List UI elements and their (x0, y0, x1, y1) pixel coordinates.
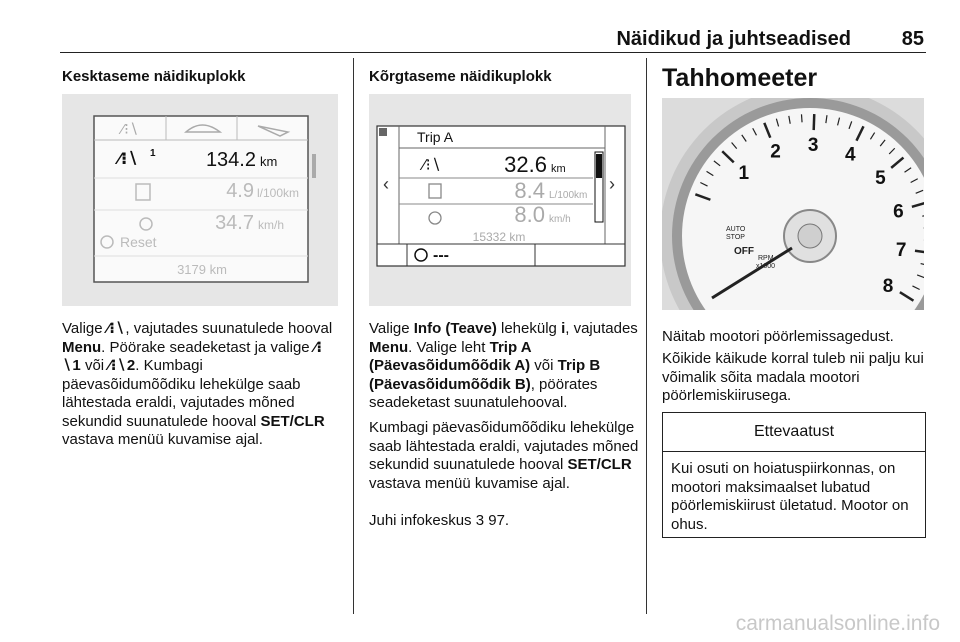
col3-paragraph-2: Kõikide käikude korral tuleb nii palju kui võimalik sõita madala mootori pöörlemiskiirusega. (662, 350, 924, 404)
auto-stop-label-2: STOP (726, 234, 745, 241)
fig2-consumption: 8.4 (514, 178, 545, 203)
rpm-label: RPM (758, 255, 774, 262)
col3-heading: Tahhomeeter (662, 64, 818, 92)
fig2-tab-title: Trip A (417, 129, 454, 145)
col2-heading: Kõrgtaseme näidikuplokk (369, 68, 552, 85)
page-header (60, 20, 926, 53)
tacho-major-tick (814, 114, 815, 130)
fig2-speed: 8.0 (514, 202, 545, 227)
fig1-distance-unit: km (260, 154, 278, 169)
tacho-label: 4 (845, 144, 856, 166)
fig1-speed: 34.7 (215, 212, 254, 234)
tacho-label: 2 (770, 141, 781, 163)
uplevel-cluster-figure (369, 94, 631, 306)
auto-stop-label-1: AUTO (726, 226, 746, 233)
fig1-reset-label: Reset (120, 234, 157, 250)
rpm-multiplier-label: x1000 (756, 263, 776, 270)
col2-paragraph-2: Kumbagi päevasõidumõõdiku lehekülge saab lähtestada eraldi, vajutades mõned sekundid suunatulede hooval SET/CLR vastava menüü kuvamise ajal. (369, 419, 639, 492)
page-number: 85 (901, 28, 924, 50)
off-label: OFF (734, 246, 754, 257)
fig2-trip-icon: ⁄⁝∖ (423, 157, 441, 174)
tacho-minor-tick (801, 114, 802, 122)
fig1-distance: 134.2 (205, 149, 256, 171)
fig1-odometer: 3179 km (177, 262, 227, 277)
caution-text: Kui osuti on hoiatuspiirkonnas, on mootori maksimaalset lubatud pöörlemiskiirust ületatud. Mootor on ohus. (671, 460, 909, 533)
fig2-distance-unit: km (551, 163, 566, 175)
column-divider-1 (353, 58, 354, 614)
trip-sub: 1 (150, 148, 156, 159)
midlevel-cluster-figure (62, 94, 338, 306)
col3-paragraph-1: Näitab mootori pöörlemissagedust. (662, 328, 894, 345)
fig2-speed-unit: km/h (549, 214, 571, 225)
fig1-speed-unit: km/h (258, 218, 285, 232)
fig2-distance: 32.6 (504, 152, 547, 177)
tachometer-figure (662, 98, 924, 310)
trip-icon: ⁄⁝∖ (118, 149, 140, 168)
fig2-odometer: 15332 km (472, 230, 526, 244)
left-arrow: ‹ (383, 174, 389, 194)
tacho-label: 1 (738, 163, 750, 185)
col2-paragraph-1: Valige Info (Teave) lehekülg i, vajutades Menu. Valige leht Trip A (Päevasõidumõõdik A) või Trip B (Päevasõidumõõdik B), pöörates seadeketast suunatulehooval. (369, 320, 638, 411)
tacho-label: 6 (893, 201, 904, 223)
tacho-label: 8 (882, 275, 894, 297)
tacho-label: 3 (807, 135, 819, 157)
fig2-consumption-unit: L/100km (549, 190, 588, 201)
col1-heading: Kesktaseme näidikuplokk (62, 68, 246, 85)
fig2-bottom-value: --- (433, 247, 449, 264)
tacho-label: 5 (875, 167, 886, 189)
caution-title: Ettevaatust (663, 413, 925, 452)
column-divider-2 (646, 58, 647, 614)
reference-arrow-icon: 3 (475, 512, 485, 529)
right-arrow: › (609, 174, 615, 194)
col2-paragraph-3: Juhi infokeskus 3 97. (369, 512, 510, 529)
caution-box (662, 412, 926, 538)
trip-tab-icon: ⁄⁝∖ (121, 121, 139, 138)
header-title: Näidikud ja juhtseadised (616, 28, 851, 50)
col1-paragraph: Valige ⁄⁝∖, vajutades suunatulede hooval Menu. Pöörake seadeketast ja valige ⁄⁝∖1 või ⁄⁝∖2. Kumbagi päevasõidumõõdiku lehekülge saab lähtestada eraldi, vajutades mõned sekundid suunatulede hooval SET/CLR vastava menüü kuvamise ajal. (62, 320, 333, 448)
fig1-consumption: 4.9 (226, 180, 254, 202)
watermark: carmanualsonline.info (735, 612, 940, 635)
fig1-consumption-unit: l/100km (257, 186, 300, 200)
tacho-label: 7 (895, 239, 907, 261)
